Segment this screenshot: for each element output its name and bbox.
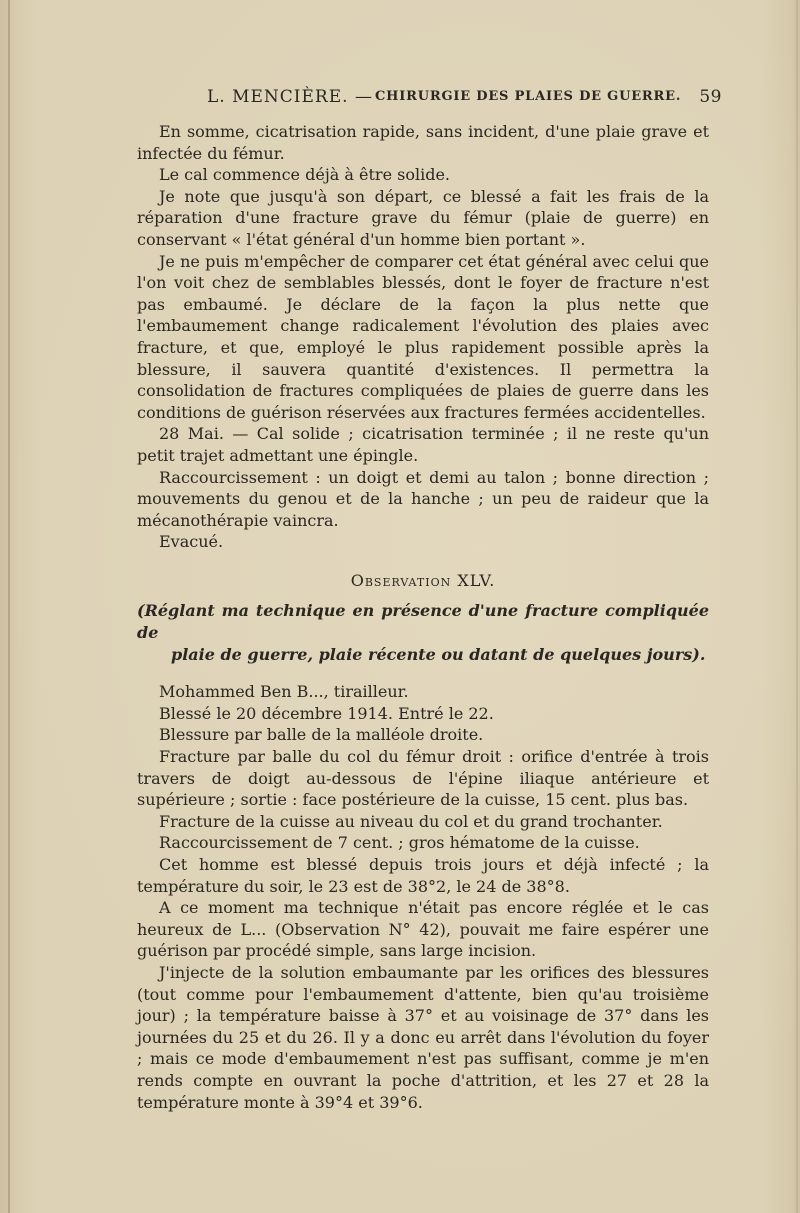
observation-subtitle-line2: plaie de guerre, plaie récente ou datant de quelques jours). (171, 644, 706, 664)
paragraph: Raccourcissement : un doigt et demi au talon ; bonne direction ; mouvements du genou et de la hanche ; un peu de raideur que la mécanothérapie vaincra. (137, 467, 709, 530)
observation-subtitle-line1: (Réglant ma technique en présence d'une fracture compliquée de (137, 601, 709, 643)
paragraph: En somme, cicatrisation rapide, sans incident, d'une plaie grave et infectée du fémur. (137, 122, 709, 163)
page-edge-left (8, 0, 10, 1213)
paragraph: Fracture par balle du col du fémur droit : orifice d'entrée à trois travers de doigt au-dessous de l'épine iliaque antérieure et supérieure ; sortie : face postérieure de la cuisse, 15 cent. plus bas. (137, 747, 709, 810)
paragraph: Cet homme est blessé depuis trois jours et déjà infecté ; la température du soir, le 23 est de 38°2, le 24 de 38°8. (137, 855, 709, 896)
paragraph: Le cal commence déjà à être solide. (159, 165, 451, 185)
page-edge-right (796, 0, 798, 1213)
paragraph: Fracture de la cuisse au niveau du col et du grand trochanter. (159, 811, 663, 831)
header-running-title: CHIRURGIE DES PLAIES DE GUERRE. (375, 89, 682, 104)
running-header (207, 87, 722, 111)
paragraph: Evacué. (159, 532, 224, 552)
paragraph: Blessure par balle de la malléole droite. (159, 725, 484, 745)
header-author: L. MENCIÈRE. (207, 87, 349, 107)
observation-number: XLV. (457, 570, 496, 590)
header-dash: — (355, 87, 373, 107)
paragraph: J'injecte de la solution embaumante par les orifices des blessures (tout comme pour l'embaumement d'attente, bien qu'au troisième jour) ; la température baisse à 37° et au voisinage de 37° dans les journées du 25 et du 26. Il y a donc eu arrêt dans l'évolution du foyer ; mais ce mode d'embaumement n'est pas suffisant, comme je m'en rends compte en ouvrant la poche d'attrition, et les 27 et 28 la température monte à 39°4 et 39°6. (137, 962, 709, 1112)
paragraph: Je ne puis m'empêcher de comparer cet état général avec celui que l'on voit chez de semblables blessés, dont le foyer de fracture n'est pas embaumé. Je déclare de la façon la plus nette que l'embaumement change radicalement l'évolution des plaies avec fracture, et que, employé le plus rapidement possible après la blessure, il sauvera quantité d'existences. Il permettra la consolidation de fractures compliquées de plaies de guerre dans les conditions de guérison réservées aux fractures fermées accidentelles. (137, 251, 709, 422)
paragraph: Mohammed Ben B..., tirailleur. (159, 682, 409, 702)
paragraph: Raccourcissement de 7 cent. ; gros hématome de la cuisse. (159, 833, 640, 853)
observation-label: Observation (350, 570, 452, 590)
paragraph: 28 Mai. — Cal solide ; cicatrisation terminée ; il ne reste qu'un petit trajet admettant une épingle. (137, 424, 709, 465)
page-body (137, 121, 709, 1113)
observation-subtitle (137, 600, 709, 665)
paragraph: A ce moment ma technique n'était pas encore réglée et le cas heureux de L... (Observation N° 42), pouvait me faire espérer une guérison par procédé simple, sans large incision. (137, 898, 709, 961)
page-number: 59 (699, 87, 722, 107)
observation-heading (137, 570, 709, 592)
paragraph: Je note que jusqu'à son départ, ce blessé a fait les frais de la réparation d'une fracture grave du fémur (plaie de guerre) en conservant « l'état général d'un homme bien portant ». (137, 186, 709, 249)
paragraph: Blessé le 20 décembre 1914. Entré le 22. (159, 703, 494, 723)
